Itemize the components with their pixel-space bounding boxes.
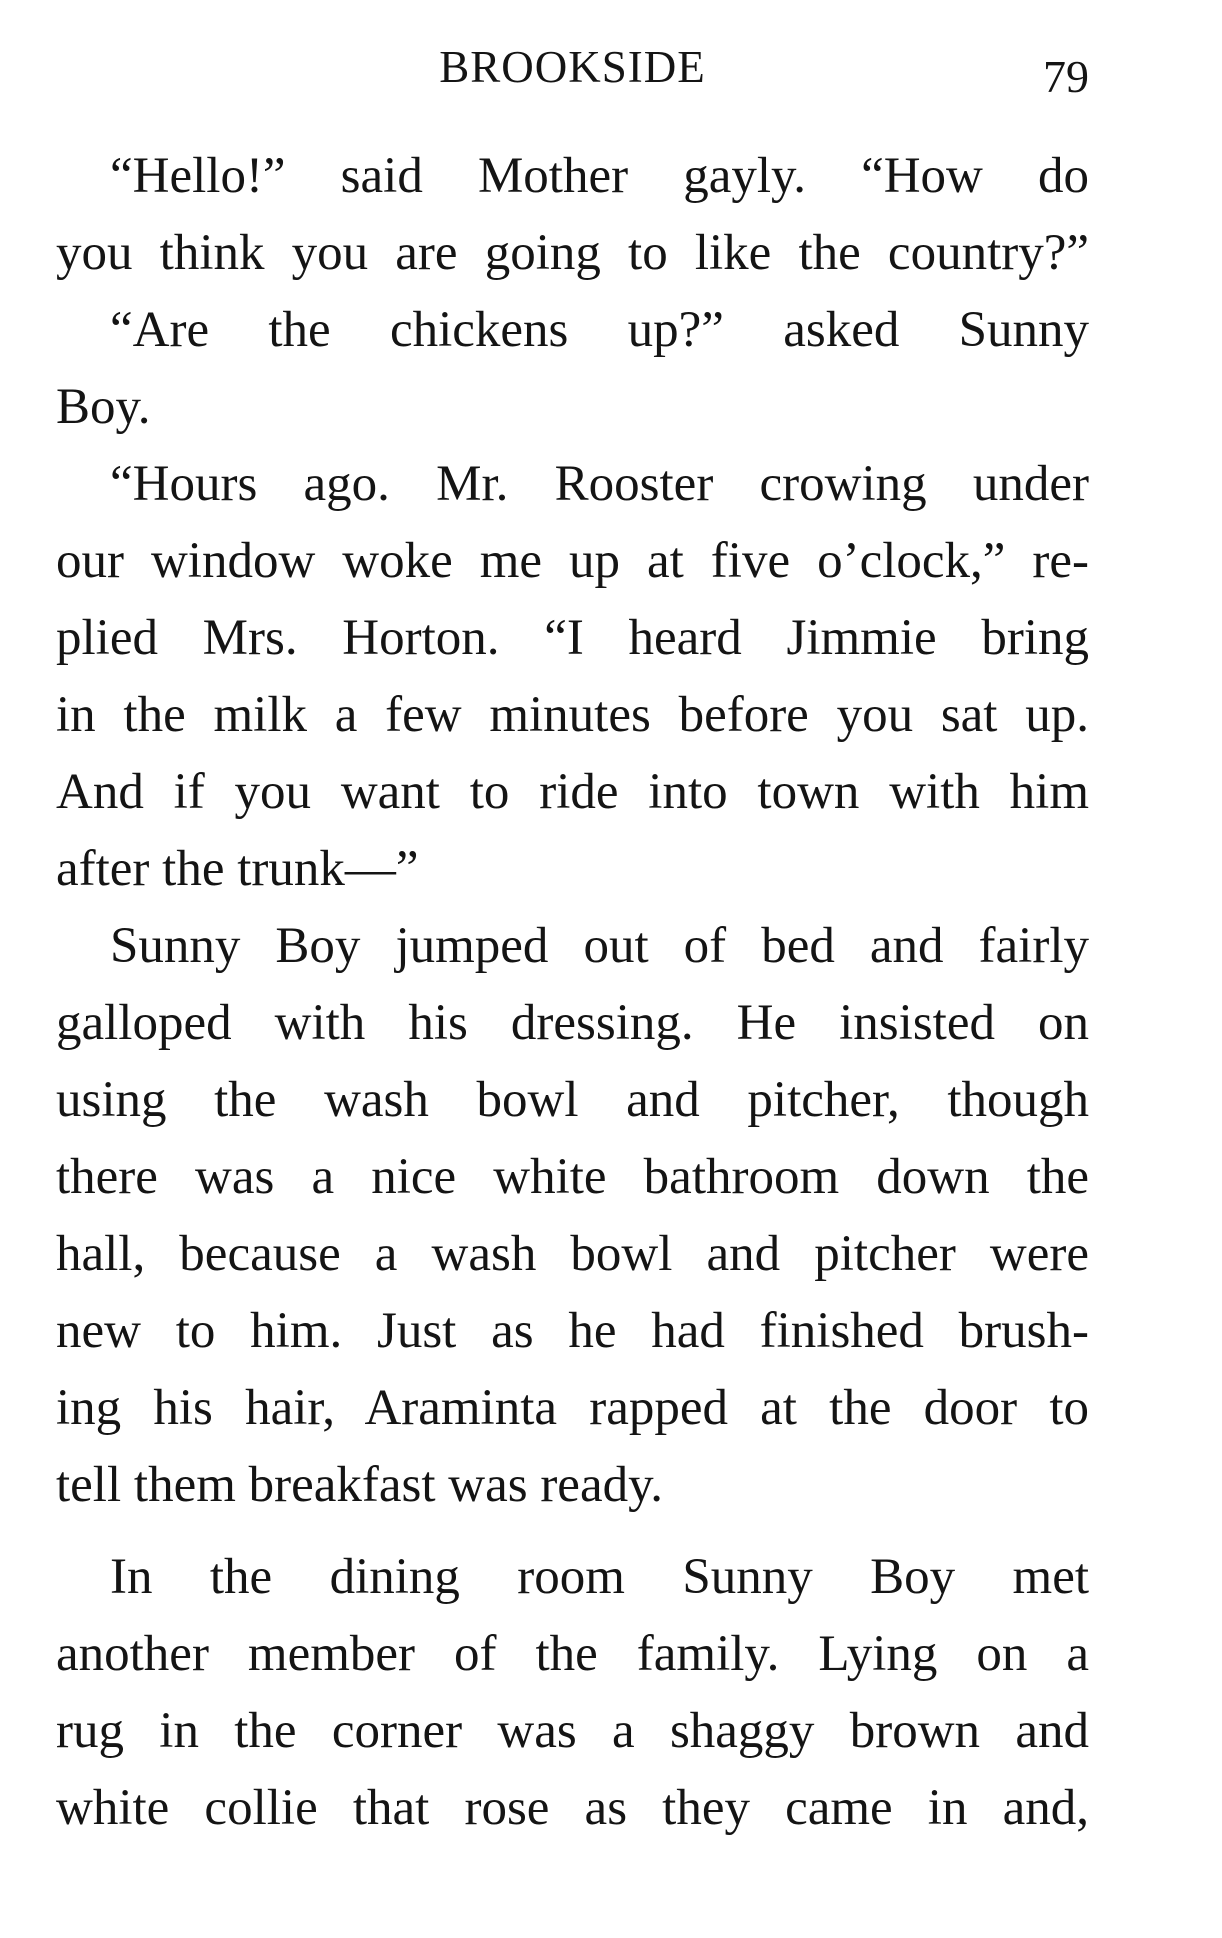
- running-head: BROOKSIDE: [439, 42, 706, 92]
- text-line: ing his hair, Araminta rapped at the door to: [56, 1380, 1089, 1436]
- text-line: Boy.: [56, 379, 151, 435]
- text-line: “Hello!” said Mother gayly. “How do: [110, 148, 1089, 204]
- text-line: In the dining room Sunny Boy met: [110, 1549, 1089, 1605]
- body-text: [56, 138, 1089, 1847]
- text-line: “Are the chickens up?” asked Sunny: [110, 302, 1089, 358]
- text-line: And if you want to ride into town with him: [56, 764, 1089, 820]
- text-line: tell them breakfast was ready.: [56, 1457, 664, 1513]
- text-line: there was a nice white bathroom down the: [56, 1149, 1089, 1205]
- text-line: galloped with his dressing. He insisted on: [56, 995, 1089, 1051]
- text-line: Sunny Boy jumped out of bed and fairly: [110, 918, 1089, 974]
- page-number: 79: [1043, 51, 1089, 102]
- page-header: [56, 32, 1089, 102]
- text-line: in the milk a few minutes before you sat up.: [56, 687, 1089, 743]
- text-line: after the trunk—”: [56, 841, 419, 897]
- text-line: plied Mrs. Horton. “I heard Jimmie bring: [56, 610, 1089, 666]
- text-line: our window woke me up at five o’clock,” re-: [56, 533, 1089, 589]
- text-line: rug in the corner was a shaggy brown and: [56, 1703, 1089, 1759]
- text-line: white collie that rose as they came in and,: [56, 1780, 1089, 1836]
- text-line: another member of the family. Lying on a: [56, 1626, 1089, 1682]
- text-line: “Hours ago. Mr. Rooster crowing under: [110, 456, 1089, 512]
- text-line: hall, because a wash bowl and pitcher were: [56, 1226, 1089, 1282]
- text-line: you think you are going to like the country?”: [56, 225, 1089, 281]
- text-line: new to him. Just as he had finished brush-: [56, 1303, 1089, 1359]
- text-line: using the wash bowl and pitcher, though: [56, 1072, 1089, 1128]
